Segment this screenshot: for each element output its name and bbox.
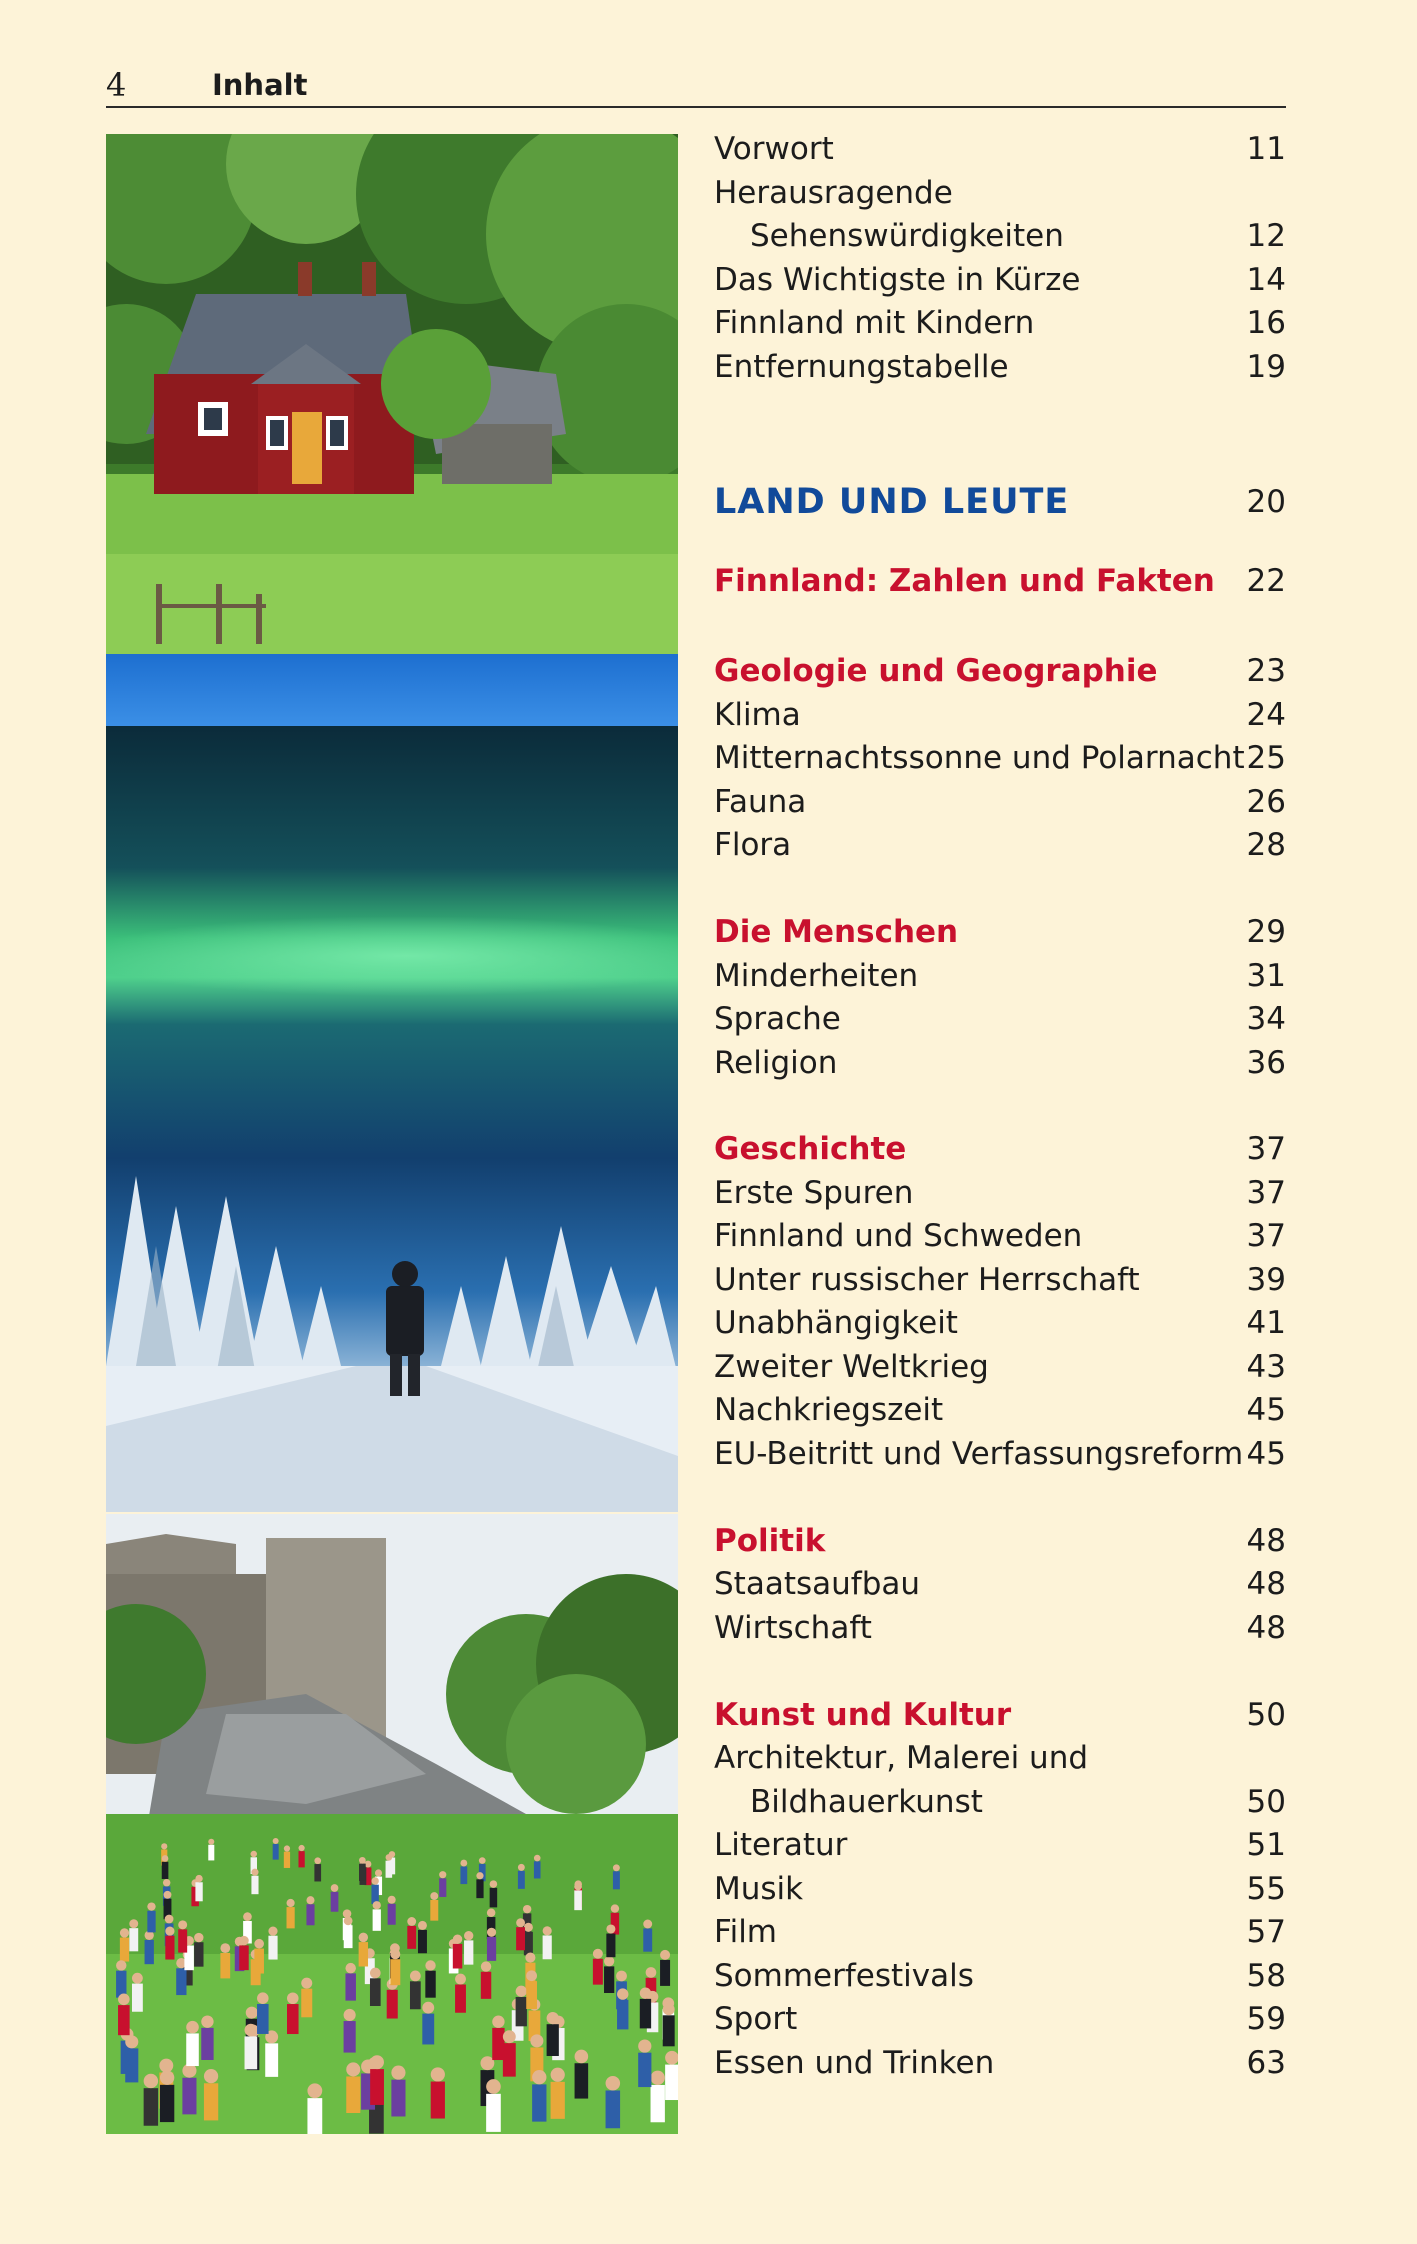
- toc-entry-page: 55: [1246, 1871, 1286, 1907]
- toc-entry-page: 22: [1246, 563, 1286, 599]
- toc-entry-title: Flora: [714, 827, 792, 863]
- toc-entry-page: 48: [1246, 1566, 1286, 1602]
- running-head: Inhalt: [212, 68, 308, 102]
- toc-entry-title: Nachkriegszeit: [714, 1392, 944, 1428]
- toc-entry-page: 23: [1246, 653, 1286, 689]
- toc-entry-page: 20: [1246, 484, 1286, 520]
- toc-entry-title: Klima: [714, 697, 801, 733]
- toc-entry-page: 16: [1246, 305, 1286, 341]
- toc-entry-title: Zweiter Weltkrieg: [714, 1349, 989, 1385]
- toc-entry-title: Die Menschen: [714, 914, 959, 950]
- toc-entry-page: 36: [1246, 1045, 1286, 1081]
- toc-entry-page: 11: [1246, 131, 1286, 167]
- toc-entry-page: 48: [1246, 1610, 1286, 1646]
- toc-entry-title: Geologie und Geographie: [714, 653, 1158, 689]
- toc-entry-title: Unabhängigkeit: [714, 1305, 958, 1341]
- toc-entry-page: 37: [1246, 1218, 1286, 1254]
- toc-entry-title: Geschichte: [714, 1131, 907, 1167]
- toc-entry-title: Das Wichtigste in Kürze: [714, 262, 1081, 298]
- toc-entry-title: Wirtschaft: [714, 1610, 872, 1646]
- toc-entry-title: Religion: [714, 1045, 838, 1081]
- toc-entry-title: LAND UND LEUTE: [714, 482, 1070, 522]
- toc-entry-page: 34: [1246, 1001, 1286, 1037]
- toc-entry-page: 37: [1246, 1175, 1286, 1211]
- toc-entry-title: Musik: [714, 1871, 804, 1907]
- toc-entry-page: 31: [1246, 958, 1286, 994]
- toc-entry-page: 24: [1246, 697, 1286, 733]
- toc-entry-title: Erste Spuren: [714, 1175, 914, 1211]
- toc-entry-title: Film: [714, 1914, 777, 1950]
- toc-entry-page: 37: [1246, 1131, 1286, 1167]
- toc-entry-page: 45: [1246, 1436, 1286, 1472]
- toc-entry-page: 45: [1246, 1392, 1286, 1428]
- toc-entry-title: Minderheiten: [714, 958, 919, 994]
- toc-entry-title: Sprache: [714, 1001, 841, 1037]
- toc-entry-title: Staatsaufbau: [714, 1566, 921, 1602]
- toc-entry-page: 25: [1246, 740, 1286, 776]
- toc-entry-title: Politik: [714, 1523, 826, 1559]
- toc-entry-page: 57: [1246, 1914, 1286, 1950]
- page-number: 4: [106, 66, 127, 104]
- toc-entry-title: Finnland und Schweden: [714, 1218, 1083, 1254]
- toc-entry-page: 50: [1246, 1697, 1286, 1733]
- toc-entry-title: Entfernungstabelle: [714, 349, 1009, 385]
- toc-entry-title: Sommerfestivals: [714, 1958, 974, 1994]
- toc-entry-title: Architektur, Malerei und: [714, 1740, 1089, 1776]
- toc-entry-page: 59: [1246, 2001, 1286, 2037]
- toc-entry-title: Unter russischer Herrschaft: [714, 1262, 1140, 1298]
- photo-aurora: [106, 726, 678, 1512]
- photo-castle: [106, 1514, 678, 2134]
- toc-entry-title: Literatur: [714, 1827, 848, 1863]
- toc-entry-title: Vorwort: [714, 131, 834, 167]
- toc-entry-page: 50: [1246, 1784, 1286, 1820]
- toc-entry-title: Sport: [714, 2001, 798, 2037]
- toc-entry-title: Essen und Trinken: [714, 2045, 995, 2081]
- toc-entry-title: Finnland mit Kindern: [714, 305, 1035, 341]
- photo-column: [106, 134, 678, 2134]
- toc-entry-title: Herausragende: [714, 175, 953, 211]
- toc-entry-page: 48: [1246, 1523, 1286, 1559]
- toc-entry-page: 51: [1246, 1827, 1286, 1863]
- toc-entry-title: Mitternachtssonne und Polarnacht: [714, 740, 1245, 776]
- toc-entry-page: 58: [1246, 1958, 1286, 1994]
- toc-entry-page: 63: [1246, 2045, 1286, 2081]
- toc-entry-page: 41: [1246, 1305, 1286, 1341]
- toc-entry-title: EU-Beitritt und Verfassungsreform: [714, 1436, 1244, 1472]
- photo-cottage: [106, 134, 678, 726]
- toc-entry-page: 14: [1246, 262, 1286, 298]
- toc-entry-title: Finnland: Zahlen und Fakten: [714, 563, 1215, 599]
- toc-entry-title: Bildhauerkunst: [750, 1784, 983, 1820]
- page-header: [106, 62, 1286, 108]
- toc-entry-title: Kunst und Kultur: [714, 1697, 1012, 1733]
- toc-entry-page: 39: [1246, 1262, 1286, 1298]
- toc-entry-page: 26: [1246, 784, 1286, 820]
- toc-entry-page: 29: [1246, 914, 1286, 950]
- toc-entry-page: 43: [1246, 1349, 1286, 1385]
- toc-entry-page: 19: [1246, 349, 1286, 385]
- toc-entry-title: Fauna: [714, 784, 807, 820]
- toc-entry-page: 12: [1246, 218, 1286, 254]
- toc-entry-title: Sehenswürdigkeiten: [750, 218, 1064, 254]
- toc-entry-page: 28: [1246, 827, 1286, 863]
